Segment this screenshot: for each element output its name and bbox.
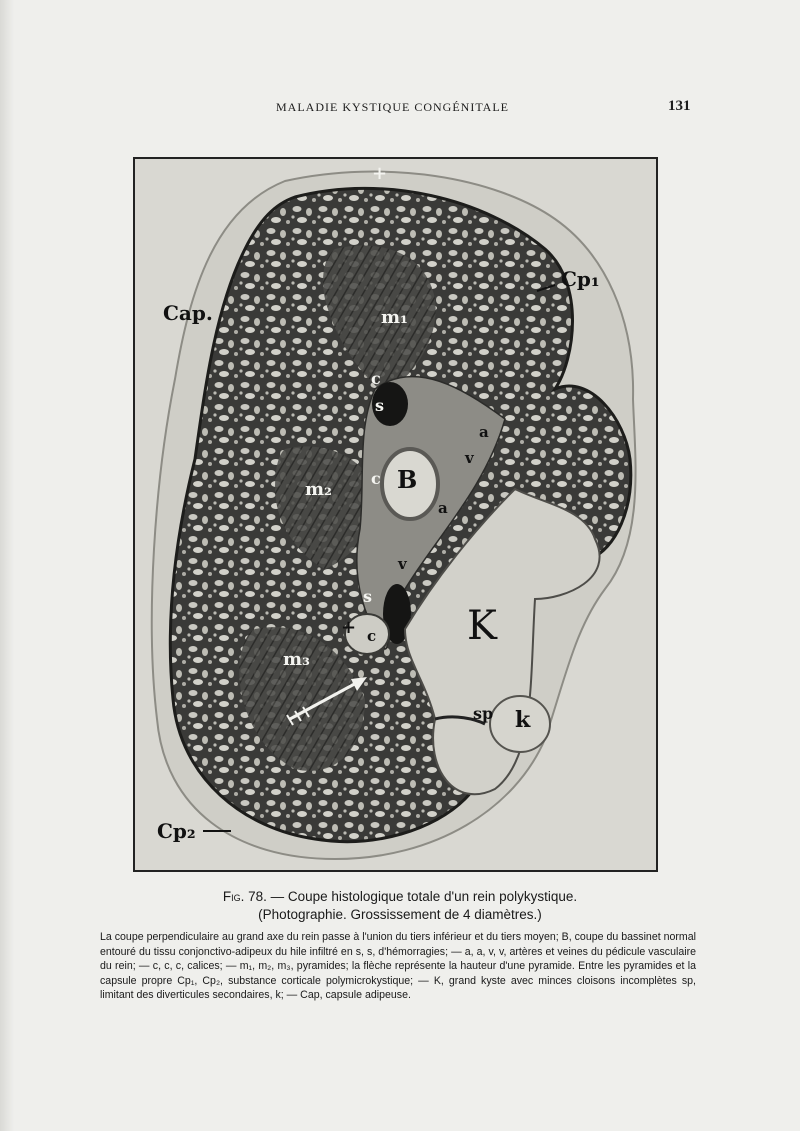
label-k-small: k <box>515 707 531 733</box>
label-m2: m₂ <box>305 479 332 500</box>
label-m1: m₁ <box>381 307 408 328</box>
label-v-lower: v <box>398 555 407 573</box>
label-c-mid: c <box>371 469 381 488</box>
label-k-large: K <box>467 603 497 649</box>
legend-text: La coupe perpendiculaire au grand axe du rein passe à l'union du tiers inférieur et du tiers moyen; B, coupe du bassinet normal entouré du tissu conjonctivo-adipeux du hile infiltré en s, s, d'hémorragies; — a, a, v, v, artères et veines du pédicule vasculaire du rein; — c, c, c, calices; — m₁, m₂, m₃, pyramides; la flèche représente la hauteur d'une pyramide. Entre les pyramides et la capsule propre Cp₁, Cp₂, substance corticale polymicrokystique; — K, grand kyste avec minces cloisons incomplètes sp, limitant des diverticules secondaires, k; — Cap, capsule adipeuse. <box>100 931 696 1001</box>
label-c-lower: c <box>367 627 377 645</box>
label-sp: sp <box>473 704 494 723</box>
caption-subtitle: (Photographie. Grossissement de 4 diamètres.) <box>258 907 542 922</box>
label-cp1: Cp₁ <box>561 267 600 291</box>
caption-line-1 <box>0 888 800 906</box>
kidney-section-illustration <box>135 159 656 870</box>
label-cap: Cap. <box>163 301 213 325</box>
caption-title: — Coupe histologique totale d'un rein polykystique. <box>270 889 578 904</box>
running-head <box>0 100 800 120</box>
label-a-upper: a <box>479 423 489 441</box>
running-title: MALADIE KYSTIQUE CONGÉNITALE <box>276 100 510 114</box>
label-top-plus: + <box>372 163 388 184</box>
label-c-upper: c <box>371 369 381 388</box>
figure-caption <box>0 888 800 924</box>
label-a-mid: a <box>438 499 448 517</box>
page-edge <box>0 0 14 1131</box>
kidney-section-photograph <box>133 157 658 872</box>
label-m3: m₃ <box>283 649 310 670</box>
figure-number: Fig. 78. <box>222 889 267 904</box>
page-number: 131 <box>668 98 691 114</box>
label-s-lower: s <box>363 587 373 606</box>
label-plus-lower: + <box>341 617 357 638</box>
label-s-upper: s <box>375 396 385 415</box>
figure-legend <box>100 930 696 1003</box>
label-b: B <box>397 465 418 494</box>
label-v-upper: v <box>465 449 474 467</box>
label-cp2: Cp₂ <box>157 819 196 843</box>
